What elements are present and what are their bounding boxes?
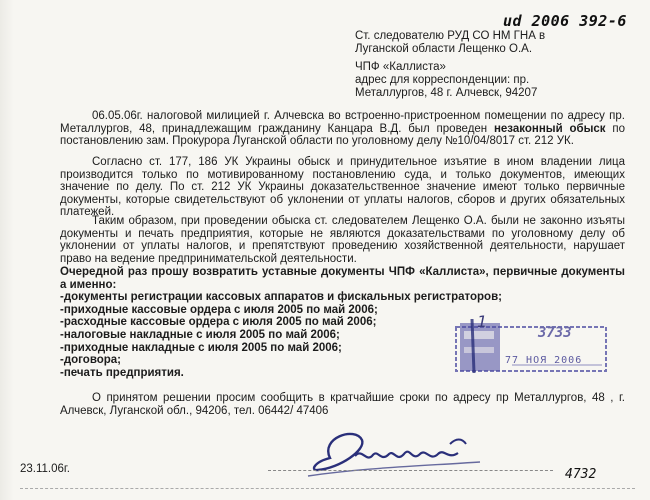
signature-line xyxy=(268,470,553,471)
paragraph-search-text-1: 06.05.06г. налоговой милицией г. Алчевска во встроенно-пристроенном помещении по адресу пр. Металлургов, 48, принадлежащим гражданину Канцара В.Д. был проведен xyxy=(60,110,625,135)
addressee-line-1: Ст. следователю РУД СО НМ ГНА в xyxy=(355,30,546,42)
signature-icon xyxy=(300,418,485,483)
bottom-divider xyxy=(20,488,635,489)
stamp-number: 3733 xyxy=(538,325,572,341)
paragraph-closing xyxy=(60,392,625,417)
list-item: -приходные кассовые ордера с июля 2005 по май 2006; xyxy=(60,303,378,316)
paragraph-closing-text: О принятом решении просим сообщить в кратчайшие сроки по адресу пр Металлургов, 48 , г. Алчевск, Луганской обл., 94206, тел. 06442/ 47406 xyxy=(60,392,625,417)
list-item: -приходные накладные с июля 2005 по май 2006; xyxy=(60,341,342,354)
paragraph-conclusion-text: Таким образом, при проведении обыска ст. следователем Лещенко О.А. были не законно изъяты документы и печать предприятия, которые не являются доказательствами по уголовному делу об уклонении от уплаты налогов, и препятствуют проведению хозяйственной деятельности, нарушает право на ведение предпринимательской деятельности. xyxy=(60,215,625,265)
sender-name: ЧПФ «Каллиста» xyxy=(355,61,446,73)
request-text: Очередной раз прошу возвратить уставные документы ЧПФ «Каллиста», первичные документы а именно: xyxy=(60,266,625,291)
sender-block xyxy=(355,61,645,100)
list-item: -печать предприятия. xyxy=(60,366,184,379)
paragraph-search-bold: незаконный обыск xyxy=(493,122,606,135)
paragraph-law-text: Согласно ст. 177, 186 УК Украины обыск и принудительное изъятие в ином владении лица производится только по мотивированному постановлению суда, и только документов, имеющих значение по делу. По ст. 212 УК Украины доказательственное значение имеют только первичные документы, которые свидетельствуют об уклонении от уплаты налогов, сборов и других обязательных платежей. xyxy=(60,156,625,219)
handwritten-ref-number: ud 2006 392-6 xyxy=(503,12,627,30)
stamp-handwritten-mark: 1 xyxy=(477,312,488,331)
list-item: -договора; xyxy=(60,354,122,367)
document-date: 23.11.06г. xyxy=(20,463,70,475)
list-item: -расходные кассовые ордера с июля 2005 по май 2006; xyxy=(60,316,377,329)
list-item: -налоговые накладные с июля 2005 по май 2006; xyxy=(60,328,340,341)
stamp-date: 77 НОЯ 2006 xyxy=(505,355,583,366)
addressee-line-2: Луганской области Лещенко О.А. xyxy=(355,43,533,55)
addressee-block xyxy=(355,30,645,56)
list-item: -документы регистрации кассовых аппаратов и фискальных регистраторов; xyxy=(60,291,502,304)
sender-address-label: адрес для корреспонденции: пр. xyxy=(355,74,530,86)
paragraph-law xyxy=(60,156,625,219)
paragraph-search-text-2: по постановлению зам. Прокурора Луганской области по уголовному делу №10/04/8017 ст. 212 УК. xyxy=(60,122,625,148)
paragraph-conclusion xyxy=(60,215,625,265)
paragraph-search xyxy=(60,110,625,148)
sender-address-value: Металлургов, 48 г. Алчевск, 94207 xyxy=(355,87,538,99)
handwritten-bottom-note: 4732 xyxy=(565,467,597,482)
registration-stamp-icon xyxy=(452,317,610,375)
